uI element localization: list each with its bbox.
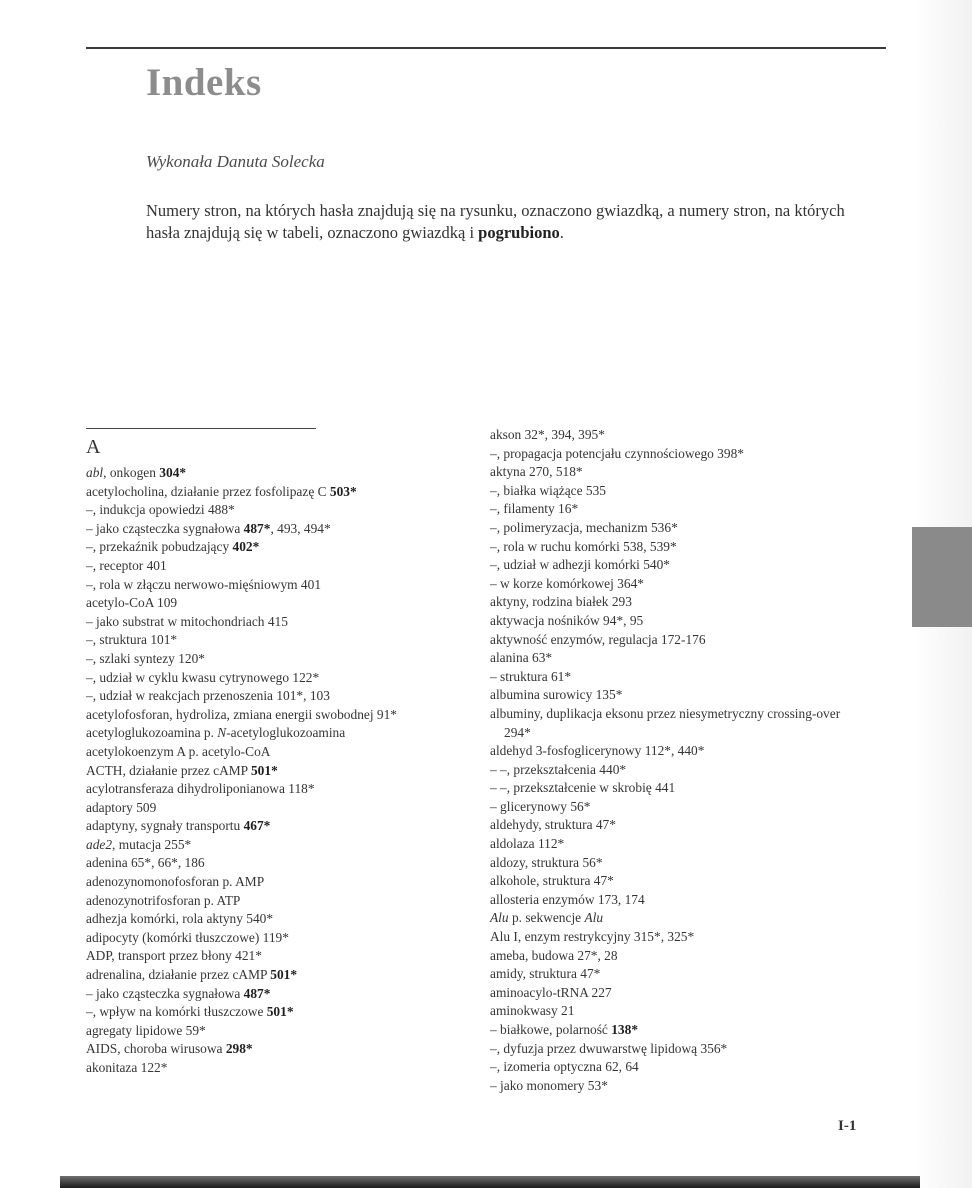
index-entry-text: –, szlaki syntezy 120* (86, 650, 206, 666)
index-entry-text: –, receptor 401 (86, 557, 167, 573)
index-entry-text: aldehyd 3-fosfoglicerynowy 112*, 440* (490, 743, 705, 759)
index-entry (86, 892, 464, 911)
index-entry (490, 909, 865, 928)
index-entry (490, 482, 865, 501)
index-entry-text: aldehydy, struktura 47* (490, 817, 616, 833)
index-entry (490, 575, 865, 594)
index-entry-text: – –, przekształcenia 440* (490, 761, 627, 777)
index-entry-text: 304* (159, 465, 187, 480)
index-entry-text: Alu (490, 910, 509, 926)
index-entry-text: aktywacja nośników 94*, 95 (490, 612, 644, 628)
index-column-left (86, 464, 464, 1078)
index-entry-text: aktyny, rodzina białek 293 (490, 594, 632, 610)
index-entry-text: – jako substrat w mitochondriach 415 (86, 613, 288, 629)
index-entry (86, 985, 464, 1004)
index-entry-text: –, izomeria optyczna 62, 64 (490, 1059, 639, 1075)
index-entry (86, 799, 464, 818)
index-entry-text: Alu I, enzym restrykcyjny 315*, 325* (490, 929, 695, 945)
index-entry-text: aldozy, struktura 56* (490, 854, 603, 870)
index-entry-text: aktywność enzymów, regulacja 172-176 (490, 631, 706, 647)
index-entry (490, 872, 865, 891)
index-entry-text: adenozynomonofosforan p. AMP (86, 874, 265, 890)
bottom-scan-edge (60, 1176, 920, 1188)
index-entry (490, 500, 865, 519)
index-entry (490, 426, 865, 445)
index-entry-text: p. sekwencje (508, 910, 585, 926)
index-entry (86, 724, 464, 743)
index-entry-text: -acetyloglukozoamina (226, 725, 346, 741)
index-entry-text: – białkowe, polarność (490, 1022, 612, 1037)
index-entry-text: acetyloglukozoamina p. (86, 725, 218, 741)
index-entry (86, 669, 464, 688)
index-entry (490, 965, 865, 984)
index-entry-text: –, białka wiążące 535 (490, 482, 606, 498)
index-entry-text: –, struktura 101* (86, 632, 178, 648)
index-entry-text: ade2 (86, 836, 113, 852)
index-entry (490, 798, 865, 817)
index-entry-text: 138* (611, 1022, 639, 1037)
index-entry (490, 593, 865, 612)
index-entry (86, 687, 464, 706)
index-entry (490, 538, 865, 557)
index-entry-text: alanina 63* (490, 650, 553, 666)
index-entry (490, 928, 865, 947)
index-entry (490, 742, 865, 761)
intro-paragraph (146, 200, 866, 244)
index-entry (490, 816, 865, 835)
index-entry (490, 705, 865, 742)
index-entry-text: 501* (250, 762, 278, 778)
index-entry (490, 612, 865, 631)
index-entry-text: –, propagacja potencjału czynnościowego 398* (490, 445, 744, 461)
index-entry (490, 463, 865, 482)
index-entry-text: 503* (329, 483, 357, 499)
index-entry-text: AIDS, choroba wirusowa (86, 1041, 226, 1057)
index-entry-text: 467* (243, 818, 271, 834)
index-entry (86, 520, 464, 539)
index-entry-text: Alu (584, 910, 604, 926)
index-entry-text: amidy, struktura 47* (490, 966, 601, 982)
index-entry (86, 650, 464, 669)
side-thumb-tab (912, 527, 972, 627)
index-entry-text: –, filamenty 16* (490, 501, 579, 517)
index-entry-text: ADP, transport przez błony 421* (86, 948, 262, 964)
index-entry (86, 1059, 464, 1078)
index-entry-text: adhezja komórki, rola aktyny 540* (86, 911, 274, 927)
index-entry-text: agregaty lipidowe 59* (86, 1022, 206, 1038)
index-entry-text: –, udział w cyklu kwasu cytrynowego 122* (86, 669, 320, 685)
index-entry (490, 686, 865, 705)
index-entry-text: –, przekaźnik pobudzający (86, 539, 233, 555)
index-entry-text: adaptyny, sygnały transportu (86, 818, 244, 834)
index-entry (490, 1040, 865, 1059)
index-entry (86, 557, 464, 576)
author-credit: Wykonała Danuta Solecka (146, 152, 325, 171)
section-rule (86, 428, 316, 429)
index-entry-text: acylotransferaza dihydroliponianowa 118* (86, 781, 315, 797)
index-entry-text: – jako cząsteczka sygnałowa (86, 520, 244, 536)
index-entry (490, 854, 865, 873)
index-entry-text: –, wpływ na komórki tłuszczowe (86, 1004, 267, 1020)
index-entry (490, 519, 865, 538)
index-entry (86, 501, 464, 520)
index-entry-text: ameba, budowa 27*, 28 (490, 947, 618, 963)
intro-text: Numery stron, na których hasła znajdują się na rysunku, oznaczono gwiazdką, a numery stron, na których hasła znajdują się w tabeli, oznaczono gwiazdką i (146, 201, 845, 242)
index-entry-text: , 493, 494* (270, 520, 331, 536)
index-entry-text: akson 32*, 394, 395* (490, 427, 605, 442)
index-entry (490, 445, 865, 464)
index-entry (86, 1040, 464, 1059)
index-entry (86, 464, 464, 483)
index-entry-text: 487* (243, 520, 271, 536)
index-entry-text: 487* (243, 985, 271, 1001)
index-entry-text: adaptory 509 (86, 799, 157, 815)
index-entry-text: acetylofosforan, hydroliza, zmiana energii swobodnej 91* (86, 706, 397, 722)
index-entry-text: allosteria enzymów 173, 174 (490, 891, 645, 907)
index-entry (490, 947, 865, 966)
index-entry (490, 649, 865, 668)
index-entry (86, 743, 464, 762)
index-entry-text: –, dyfuzja przez dwuwarstwę lipidową 356* (490, 1040, 728, 1056)
page-title: Indeks (146, 61, 262, 104)
index-entry (86, 1003, 464, 1022)
index-entry (86, 780, 464, 799)
index-entry-text: –, udział w reakcjach przenoszenia 101*, 103 (86, 688, 330, 704)
index-entry (490, 1077, 865, 1096)
index-entry-text: aminokwasy 21 (490, 1003, 575, 1019)
index-entry (86, 854, 464, 873)
index-entry-text: acetylocholina, działanie przez fosfolipazę C (86, 483, 330, 499)
index-entry (490, 779, 865, 798)
index-entry-text: –, polimeryzacja, mechanizm 536* (490, 519, 678, 535)
index-entry-text: adenozynotrifosforan p. ATP (86, 892, 241, 908)
index-entry-text: , onkogen (103, 465, 160, 480)
index-entry (86, 873, 464, 892)
index-entry-text: abl (86, 465, 104, 480)
index-entry (490, 1021, 865, 1040)
index-entry-text: –, udział w adhezji komórki 540* (490, 557, 670, 573)
index-entry-text: 402* (232, 539, 260, 555)
index-entry-text: acetylokoenzym A p. acetylo-CoA (86, 743, 271, 759)
index-entry (86, 762, 464, 781)
index-entry-text: N (217, 725, 227, 741)
index-entry-text: –, rola w ruchu komórki 538, 539* (490, 538, 677, 554)
index-entry-text: –, rola w złączu nerwowo-mięśniowym 401 (86, 576, 322, 592)
index-entry-text: aldolaza 112* (490, 836, 565, 852)
index-entry-text: – jako cząsteczka sygnałowa (86, 985, 244, 1001)
index-entry (86, 613, 464, 632)
index-entry (86, 706, 464, 725)
index-entry (490, 984, 865, 1003)
top-rule (86, 47, 886, 49)
index-entry (86, 594, 464, 613)
index-entry (490, 761, 865, 780)
index-entry (86, 538, 464, 557)
index-entry (86, 483, 464, 502)
section-letter: A (86, 436, 101, 458)
index-entry (490, 556, 865, 575)
index-entry (86, 836, 464, 855)
page-number: I-1 (838, 1118, 857, 1134)
index-column-right (490, 426, 865, 1095)
index-entry (86, 910, 464, 929)
index-entry (86, 966, 464, 985)
index-entry-text: –, indukcja opowiedzi 488* (86, 502, 235, 518)
index-entry-text: albumina surowicy 135* (490, 687, 623, 703)
index-entry-text: ACTH, działanie przez cAMP (86, 762, 251, 778)
index-entry-text: , mutacja 255* (112, 836, 192, 852)
index-entry-text: adrenalina, działanie przez cAMP (86, 967, 271, 983)
index-entry-text: adenina 65*, 66*, 186 (86, 855, 205, 871)
index-entry-text: 501* (266, 1004, 294, 1020)
index-entry-text: – glicerynowy 56* (490, 798, 591, 814)
index-entry-text: adipocyty (komórki tłuszczowe) 119* (86, 929, 289, 945)
index-entry-text: – w korze komórkowej 364* (490, 575, 644, 591)
index-entry-text: acetylo-CoA 109 (86, 595, 178, 611)
index-entry-text: – struktura 61* (490, 668, 572, 684)
index-entry (490, 891, 865, 910)
index-entry-text: alkohole, struktura 47* (490, 873, 614, 889)
index-entry (86, 576, 464, 595)
index-entry (490, 1058, 865, 1077)
index-entry (490, 631, 865, 650)
index-entry (490, 668, 865, 687)
index-entry (86, 947, 464, 966)
index-entry-text: 298* (225, 1041, 253, 1057)
index-entry-text: aminoacylo-tRNA 227 (490, 984, 612, 1000)
index-entry-text: – jako monomery 53* (490, 1077, 608, 1093)
index-entry (86, 817, 464, 836)
intro-end: . (559, 223, 564, 242)
index-entry (86, 929, 464, 948)
index-entry-text: albuminy, duplikacja eksonu przez niesymetryczny crossing-over 294* (490, 705, 841, 740)
index-entry-text: – –, przekształcenie w skrobię 441 (490, 780, 676, 796)
index-entry-text: akonitaza 122* (86, 1060, 168, 1075)
index-entry (86, 1022, 464, 1041)
index-entry (490, 1002, 865, 1021)
index-entry (86, 631, 464, 650)
intro-bold: pogrubiono (478, 223, 560, 242)
index-entry (490, 835, 865, 854)
index-entry-text: 501* (270, 967, 298, 983)
index-entry-text: aktyna 270, 518* (490, 464, 583, 480)
